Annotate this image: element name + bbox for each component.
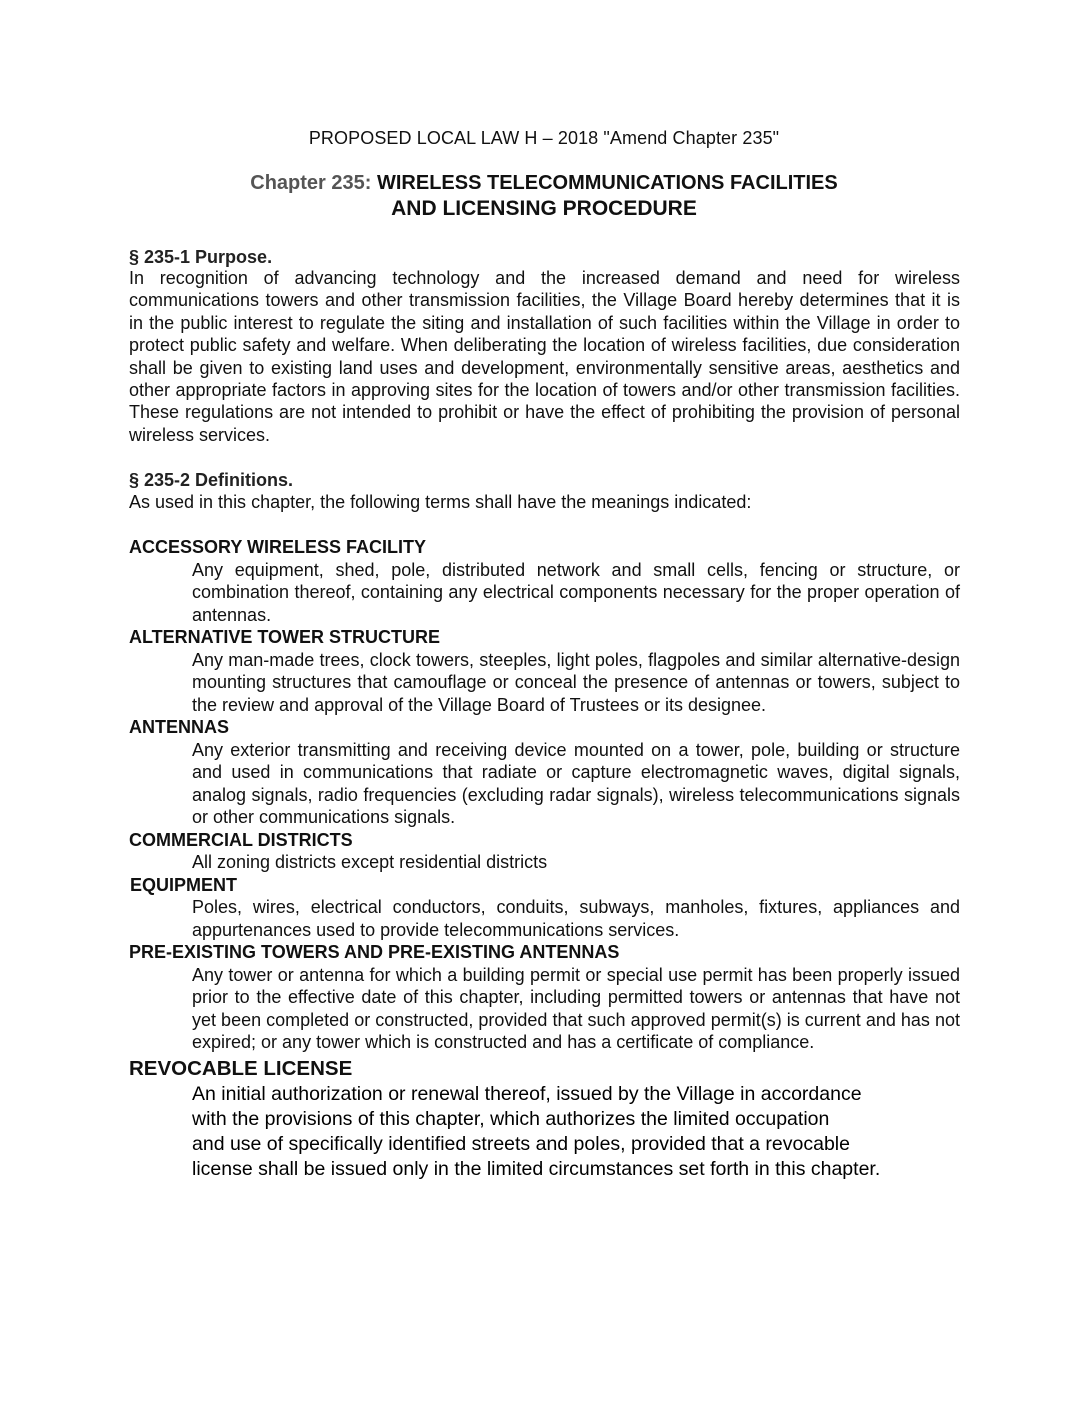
definition-text: Any equipment, shed, pole, distributed network and small cells, fencing or structure, or combination thereof, containing any electrical components necessary for the proper operation of antennas.	[192, 559, 960, 625]
section-235-1-heading: § 235-1 Purpose.	[129, 247, 273, 267]
definition-term: ALTERNATIVE TOWER STRUCTURE	[129, 627, 440, 647]
chapter-number: Chapter 235:	[250, 172, 372, 194]
chapter-title-line2: AND LICENSING PROCEDURE	[391, 197, 697, 220]
definition-term: ACCESSORY WIRELESS FACILITY	[129, 537, 427, 557]
definition-term: EQUIPMENT	[130, 874, 238, 895]
definition-text-line: with the provisions of this chapter, which authorizes the limited occupation	[192, 1107, 830, 1130]
definition-term: PRE-EXISTING TOWERS AND PRE-EXISTING ANTENNAS	[129, 942, 620, 962]
definition-text: Any exterior transmitting and receiving device mounted on a tower, pole, building or structure and used in communications that radiate or capture electromagnetic waves, digital signals, analog signals, radio frequencies (excluding radar signals), wireless telecommunications signals or other communications signals.	[192, 739, 960, 827]
chapter-title-line1	[0, 172, 1088, 195]
chapter-title-text: WIRELESS TELECOMMUNICATIONS FACILITIES	[371, 172, 838, 194]
law-title: PROPOSED LOCAL LAW H – 2018 "Amend Chapter 235"	[308, 128, 780, 148]
definitions-intro: As used in this chapter, the following terms shall have the meanings indicated:	[129, 492, 752, 512]
definition-text: Any man-made trees, clock towers, steeples, light poles, flagpoles and similar alternative-design mounting structures that camouflage or conceal the presence of antennas or towers, subject to the review and approval of the Village Board of Trustees or its designee.	[192, 649, 960, 715]
definitions-list	[129, 536, 960, 1182]
section-235-1-body: In recognition of advancing technology and the increased demand and need for wireless communications towers and other transmission facilities, the Village Board hereby determines that it is in the public interest to regulate the siting and installation of such facilities within the Village in order to protect public safety and welfare. When deliberating the location of wireless facilities, due consideration shall be given to existing land uses and development, environmentally sensitive areas, aesthetics and other appropriate factors in approving sites for the location of towers and/or other transmission facilities. These regulations are not intended to prohibit or have the effect of prohibiting the provision of personal wireless services.	[129, 268, 960, 445]
definition-text-line: and use of specifically identified streets and poles, provided that a revocable	[192, 1132, 850, 1155]
definition-term: REVOCABLE LICENSE	[129, 1056, 353, 1080]
definition-text-line: license shall be issued only in the limited circumstances set forth in this chapter.	[192, 1157, 881, 1180]
definition-text: Any tower or antenna for which a building permit or special use permit has been properly issued prior to the effective date of this chapter, including permitted towers or antennas that have not yet been completed or constructed, provided that such approved permit(s) is current and has not expired; or any tower which is constructed and has a certificate of compliance.	[192, 964, 960, 1052]
section-235-2-heading: § 235-2 Definitions.	[129, 470, 294, 490]
definition-text: All zoning districts except residential districts	[192, 852, 548, 872]
definition-text-line: An initial authorization or renewal thereof, issued by the Village in accordance	[192, 1082, 862, 1105]
definition-text	[192, 1082, 960, 1182]
definition-term: ANTENNAS	[129, 717, 230, 737]
definition-term: COMMERCIAL DISTRICTS	[129, 829, 353, 850]
definition-text: Poles, wires, electrical conductors, conduits, subways, manholes, fixtures, appliances and appurtenances used to provide telecommunications services.	[192, 897, 960, 940]
